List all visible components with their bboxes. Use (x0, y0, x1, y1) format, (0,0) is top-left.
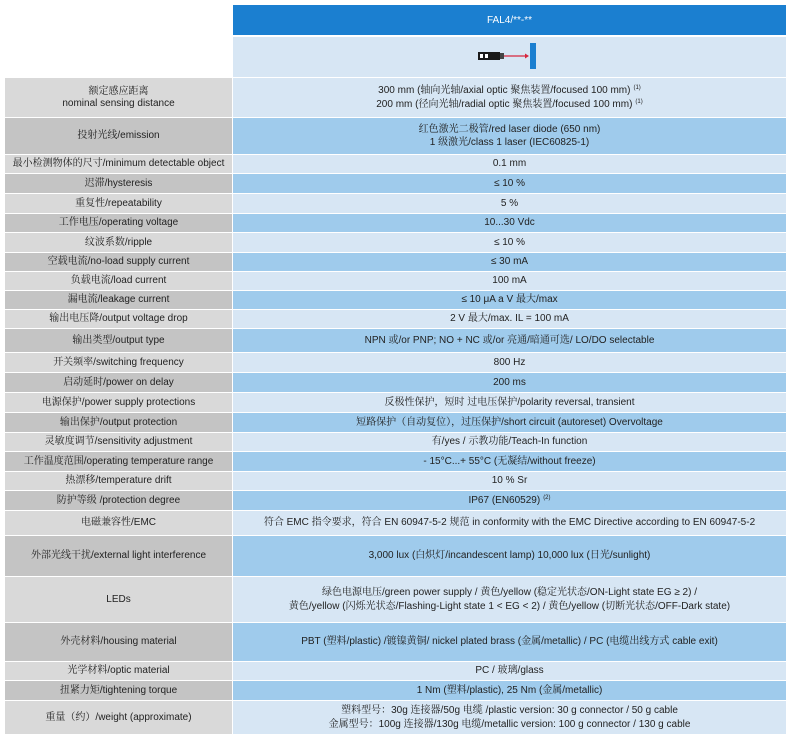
spec-value (233, 662, 786, 680)
spec-value-line: 200 ms (493, 376, 526, 388)
spec-label (5, 253, 232, 271)
spec-label (5, 577, 232, 622)
spec-label-line: 输出类型/output type (72, 334, 165, 346)
spec-value (233, 393, 786, 412)
spec-value-line: 3,000 lux (白炽灯/incandescent lamp) 10,000 lux (日光/sunlight) (368, 550, 651, 562)
spec-label-line: 外部光线干扰/external light interference (30, 550, 207, 562)
spec-row (5, 372, 786, 392)
spec-row (5, 328, 786, 352)
spec-value (233, 118, 786, 154)
spec-label (5, 353, 232, 372)
spec-row (5, 154, 786, 173)
spec-value-line: PBT (塑料/plastic) /镀镍黄铜/ nickel plated brass (金属/metallic) / PC (电缆出线方式 cable exit) (301, 636, 718, 648)
spec-value-line: 红色激光二极管/red laser diode (650 nm) (418, 123, 601, 135)
spec-label-line: 最小检测物体的尺寸/minimum detectable object (12, 158, 225, 170)
sensor-icon-row (233, 37, 786, 77)
footnote-marker: (1) (633, 85, 641, 91)
spec-value (233, 373, 786, 392)
spec-value-line: ≤ 10 μA a V 最大/max (461, 294, 558, 306)
spec-row (5, 510, 786, 535)
spec-row (5, 309, 786, 328)
spec-label (5, 373, 232, 392)
spec-value-line: - 15°C...+ 55°C (无凝结/without freeze) (423, 455, 596, 467)
spec-label-line: 防护等级 /protection degree (56, 494, 181, 506)
spec-value-line: 1 Nm (塑料/plastic), 25 Nm (金属/metallic) (416, 684, 603, 696)
spec-value-line: 100 mA (492, 275, 527, 287)
spec-row (5, 451, 786, 471)
spec-value-line: ≤ 30 mA (490, 256, 529, 268)
spec-label-line: 漏电流/leakage current (67, 294, 170, 306)
spec-value (233, 353, 786, 372)
spec-label-line: 额定感应距离 (88, 86, 149, 97)
spec-label-line: LEDs (106, 593, 131, 605)
spec-label (5, 536, 232, 576)
spec-value-line: ≤ 10 % (493, 177, 526, 189)
spec-label-line: 迟滞/hysteresis (84, 177, 153, 189)
spec-value (233, 701, 786, 734)
spec-table (5, 77, 786, 734)
spec-label-line: 重复性/repeatability (75, 197, 162, 209)
spec-label (5, 662, 232, 680)
spec-value (233, 413, 786, 432)
spec-row (5, 622, 786, 661)
spec-value (233, 536, 786, 576)
spec-label (5, 701, 232, 734)
spec-value-line: 0.1 mm (492, 158, 527, 170)
spec-label-line: 外壳材料/housing material (60, 636, 177, 648)
spec-row (5, 252, 786, 271)
spec-label-line: 热漂移/temperature drift (65, 475, 172, 487)
spec-label-line: 电磁兼容性/EMC (81, 517, 156, 529)
spec-row (5, 392, 786, 412)
spec-label-line: 开关频率/switching frequency (53, 356, 184, 368)
spec-label (5, 623, 232, 661)
spec-row (5, 412, 786, 432)
spec-label-line: 空载电流/no-load supply current (47, 256, 190, 268)
spec-value (233, 78, 786, 117)
spec-value (233, 491, 786, 510)
spec-row (5, 352, 786, 372)
spec-row (5, 535, 786, 576)
footnote-marker: (2) (543, 494, 551, 501)
spec-label (5, 472, 232, 490)
spec-label (5, 272, 232, 290)
spec-value-line: 黄色/yellow (闪烁光状态/Flashing-Light state 1 < EG < 2) / 黄色/yellow (切断光状态/OFF-Dark state) (288, 600, 731, 612)
spec-row (5, 661, 786, 680)
spec-row (5, 173, 786, 193)
spec-value-line: IP67 (EN60529) $^{(2)}$ (468, 494, 551, 506)
spec-label-line: 启动延时/power on delay (63, 376, 174, 388)
spec-row (5, 680, 786, 700)
laser-sensor-icon (478, 41, 538, 71)
spec-label (5, 174, 232, 193)
spec-value (233, 253, 786, 271)
footnote-marker: (1) (635, 98, 643, 105)
spec-value-line: ≤ 10 % (493, 236, 526, 248)
spec-row (5, 193, 786, 213)
spec-label-line: nominal sensing distance (62, 97, 175, 109)
spec-row (5, 471, 786, 490)
spec-label (5, 433, 232, 451)
spec-value (233, 291, 786, 309)
spec-label-line: 输出电压降/output voltage drop (49, 313, 188, 325)
model-header (233, 5, 786, 35)
spec-value (233, 577, 786, 622)
spec-value (233, 272, 786, 290)
spec-value-line: 10...30 Vdc (484, 217, 535, 229)
spec-value (233, 472, 786, 490)
spec-label (5, 155, 232, 173)
spec-row (5, 432, 786, 451)
spec-value (233, 310, 786, 328)
spec-label (5, 233, 232, 252)
spec-label (5, 78, 232, 117)
spec-value (233, 433, 786, 451)
spec-value-line: 200 mm (径向光轴/radial optic 聚焦装置/focused 100 mm) $^{(1)}$ (376, 98, 643, 110)
spec-value-line: 有/yes / 示教功能/Teach-In function (431, 436, 588, 448)
spec-value-line: 符合 EMC 指令要求，符合 EN 60947-5-2 规范 in conformity with the EMC Directive according to EN 60947-5-2 (263, 517, 756, 529)
spec-label (5, 194, 232, 213)
spec-label-line: 灵敏度调节/sensitivity adjustment (44, 436, 193, 448)
spec-label (5, 118, 232, 154)
spec-row (5, 576, 786, 622)
spec-value (233, 233, 786, 252)
spec-value (233, 214, 786, 232)
spec-label (5, 681, 232, 700)
spec-row (5, 232, 786, 252)
spec-label-line: 电源保护/power supply protections (41, 396, 196, 408)
spec-label (5, 511, 232, 535)
spec-label-line: 重量（约）/weight (approximate) (45, 711, 192, 723)
spec-row (5, 117, 786, 154)
spec-label-line: 工作电压/operating voltage (58, 217, 179, 229)
spec-value-line: 300 mm (轴向光轴/axial optic 聚焦装置/focused 100 mm) $^{(1)}$ (378, 85, 641, 96)
spec-label (5, 393, 232, 412)
spec-label (5, 291, 232, 309)
spec-label (5, 329, 232, 352)
spec-value-line: 10 % Sr (491, 475, 528, 487)
spec-value-line: 短路保护（自动复位），过压保护/short circuit (autoreset) Overvoltage (356, 416, 663, 428)
spec-value-line: NPN 或/or PNP; NO + NC 或/or 亮通/暗通可选/ LO/DO selectable (364, 334, 655, 346)
spec-value (233, 329, 786, 352)
spec-value-line: 塑料型号：30g 连接器/50g 电缆 /plastic version: 30 g connector / 50 g cable (341, 705, 678, 716)
spec-label-line: 负载电流/load current (70, 275, 167, 287)
spec-value (233, 155, 786, 173)
spec-label-line: 纹波系数/ripple (84, 236, 153, 248)
model-name: FAL4/**-** (486, 14, 533, 26)
spec-value (233, 623, 786, 661)
spec-row (5, 271, 786, 290)
spec-value (233, 452, 786, 471)
spec-label-line: 输出保护/output protection (59, 416, 178, 428)
spec-value-line: 1 级激光/class 1 laser (IEC60825-1) (429, 137, 590, 148)
spec-label-line: 工作温度范围/operating temperature range (23, 455, 214, 467)
spec-label-line: 投射光线/emission (77, 130, 160, 142)
spec-label (5, 310, 232, 328)
spec-row (5, 213, 786, 232)
spec-row (5, 290, 786, 309)
spec-label-line: 光学材料/optic material (67, 665, 170, 677)
spec-value (233, 174, 786, 193)
spec-label (5, 214, 232, 232)
spec-label (5, 413, 232, 432)
spec-value-line: 2 V 最大/max. IL = 100 mA (450, 313, 569, 325)
spec-value-line: 反极性保护，短时 过电压保护/polarity reversal, transient (384, 396, 635, 408)
spec-value (233, 511, 786, 535)
spec-value-line: 绿色电源电压/green power supply / 黄色/yellow (稳定光状态/ON-Light state EG ≥ 2) / (321, 587, 698, 598)
spec-row (5, 700, 786, 734)
spec-value (233, 194, 786, 213)
spec-value (233, 681, 786, 700)
spec-label-line: 扭紧力矩/tightening torque (59, 684, 178, 696)
spec-row (5, 77, 786, 117)
spec-row (5, 490, 786, 510)
spec-value-line: 800 Hz (493, 356, 526, 368)
spec-label (5, 491, 232, 510)
spec-value-line: 5 % (500, 197, 519, 209)
spec-value-line: 金属型号：100g 连接器/130g 电缆/metallic version: 100 g connector / 130 g cable (328, 718, 691, 730)
spec-label (5, 452, 232, 471)
spec-value-line: PC / 玻璃/glass (475, 665, 544, 677)
